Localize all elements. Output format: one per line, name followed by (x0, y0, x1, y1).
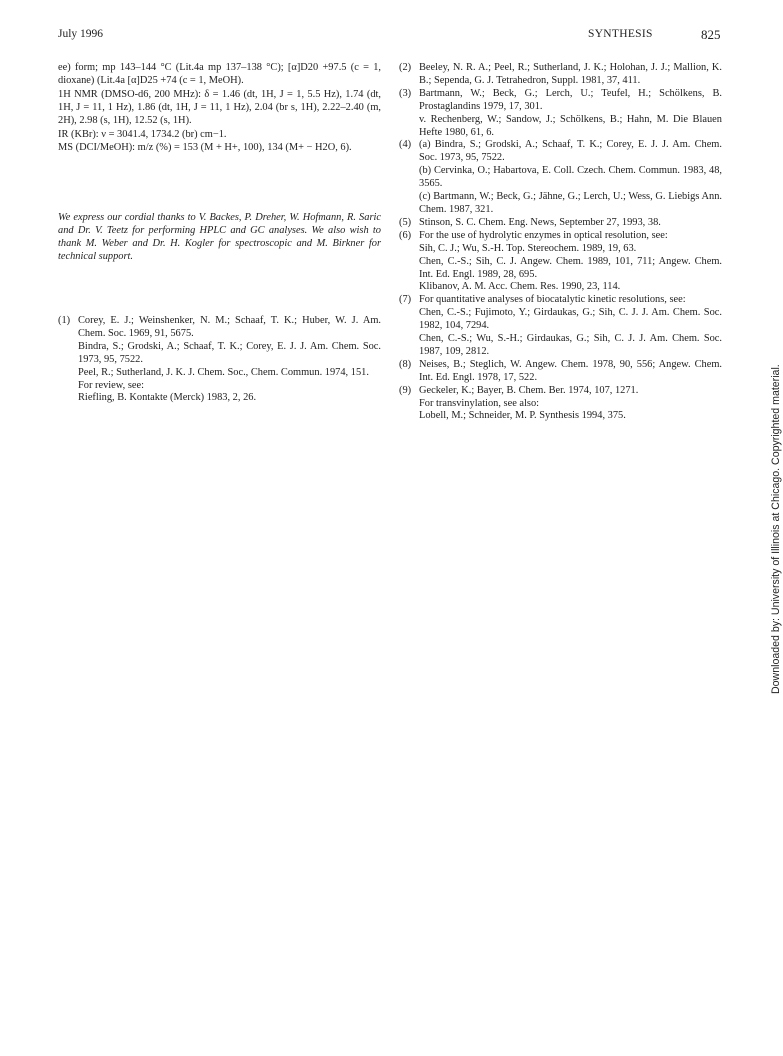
experimental-data-block (58, 62, 381, 156)
reference-text: (b) Cervinka, O.; Habartova, E. Coll. Czech. Chem. Commun. 1983, 48, 3565. (419, 165, 722, 190)
reference-text: Corey, E. J.; Weinshenker, N. M.; Schaaf, T. K.; Huber, W. J. Am. Chem. Soc. 1969, 91, 5675. (78, 315, 381, 339)
reference-text: For the use of hydrolytic enzymes in optical resolution, see: (419, 229, 668, 241)
reference-text: Bartmann, W.; Beck, G.; Lerch, U.; Teufel, H.; Schölkens, B. Prostaglandins 1979, 17, 301. (419, 87, 722, 112)
download-watermark: Downloaded by: University of Illinois at Chicago. Copyrighted material. (770, 364, 782, 694)
reference-number: (4) (399, 139, 412, 151)
reference-text: Bindra, S.; Grodski, A.; Schaaf, T. K.; Corey, E. J. J. Am. Chem. Soc. 1973, 95, 7522. (78, 340, 381, 365)
reference-text: Beeley, N. R. A.; Peel, R.; Sutherland, J. K.; Holohan, J. J.; Mallion, K. B.; Sependa, G. J. Tetrahedron, Suppl. 1981, 37, 411. (419, 62, 722, 86)
reference-text: Klibanov, A. M. Acc. Chem. Res. 1990, 23, 114. (419, 281, 621, 293)
reference-text: For quantitative analyses of biocatalytic kinetic resolutions, see: (419, 294, 686, 306)
reference-item (58, 315, 381, 341)
reference-number: (1) (58, 315, 71, 326)
reference-number: (9) (399, 384, 412, 396)
reference-item (399, 230, 722, 243)
reference-item (399, 385, 722, 398)
reference-text: Chen, C.-S.; Sih, C. J. Angew. Chem. 1989, 101, 711; Angew. Chem. Int. Ed. Engl. 1989, 28, 695. (419, 255, 722, 280)
reference-item (399, 217, 722, 230)
reference-text: Lobell, M.; Schneider, M. P. Synthesis 1994, 375. (419, 410, 626, 422)
reference-text: Riefling, B. Kontakte (Merck) 1983, 2, 26. (78, 392, 257, 404)
reference-number: (5) (399, 216, 412, 228)
reference-text: Chen, C.-S.; Fujimoto, Y.; Girdaukas, G.; Sih, C. J. J. Am. Chem. Soc. 1982, 104, 7294. (419, 307, 722, 332)
reference-text: Stinson, S. C. Chem. Eng. News, September 27, 1993, 38. (419, 216, 661, 228)
reference-number: (2) (399, 62, 412, 73)
reference-text: Peel, R.; Sutherland, J. K. J. Chem. Soc., Chem. Commun. 1974, 151. (78, 366, 369, 378)
references-right-column (399, 62, 722, 423)
reference-text: Chen, C.-S.; Wu, S.-H.; Girdaukas, G.; Sih, C. J. J. Am. Chem. Soc. 1987, 109, 2812. (419, 333, 722, 357)
reference-number: (3) (399, 87, 412, 99)
reference-text: For transvinylation, see also: (419, 397, 540, 409)
reference-text: Geckeler, K.; Bayer, B. Chem. Ber. 1974, 107, 1271. (419, 384, 639, 396)
reference-item (399, 139, 722, 165)
acknowledgement: We express our cordial thanks to V. Backes, P. Dreher, W. Hofmann, R. Saric and Dr. V. Teetz for performing HPLC and GC analyses. We also wish to thank M. Weber and Dr. H. Kogler for spectroscopic and M. Birkner for technical support. (58, 212, 381, 262)
reference-text: (c) Bartmann, W.; Beck, G.; Jähne, G.; Lerch, U.; Wess, G. Liebigs Ann. Chem. 1987, 321. (419, 191, 722, 215)
optical-rotation-line: ee) form; mp 143–144 °C (Lit.4a mp 137–138 °C); [α]D20 +97.5 (c = 1, dioxane) (Lit.4a [α]D25 +74 (c = 1, MeOH). (58, 62, 381, 86)
reference-text: (a) Bindra, S.; Grodski, A.; Schaaf, T. K.; Corey, E. J. J. Am. Chem. Soc. 1973, 95, 7522. (419, 139, 722, 164)
reference-text: Neises, B.; Steglich, W. Angew. Chem. 1978, 90, 556; Angew. Chem. Int. Ed. Engl. 1978, 17, 522. (419, 358, 722, 383)
reference-number: (7) (399, 294, 412, 306)
reference-text: Sih, C. J.; Wu, S.-H. Top. Stereochem. 1989, 19, 63. (419, 242, 637, 254)
reference-item (399, 359, 722, 385)
reference-item (399, 88, 722, 114)
ms-data: MS (DCI/MeOH): m/z (%) = 153 (M + H+, 100), 134 (M+ − H2O, 6). (58, 142, 352, 154)
nmr-data: 1H NMR (DMSO-d6, 200 MHz): δ = 1.46 (dt, 1H, J = 1, 5.5 Hz), 1.74 (dt, 1H, J = 11, 1 Hz), 1.86 (dt, 1H, J = 11, 1 Hz), 2.04 (br s, 1H), 2.22–2.40 (m, 2H), 2.98 (s, 1H), 12.52 (s, 1H). (58, 88, 381, 126)
ir-data: IR (KBr): ν = 3041.4, 1734.2 (br) cm−1. (58, 128, 227, 140)
running-header-journal: SYNTHESIS (588, 28, 653, 40)
reference-number: (6) (399, 229, 412, 241)
references-left-column (58, 315, 381, 405)
page-number: 825 (701, 27, 721, 42)
reference-item (399, 62, 722, 88)
running-header-date: July 1996 (58, 28, 104, 40)
reference-text: v. Rechenberg, W.; Sandow, J.; Schölkens, B.; Hahn, M. Die Blauen Hefte 1980, 61, 6. (419, 113, 722, 138)
reference-text: For review, see: (78, 379, 144, 391)
reference-item (399, 294, 722, 307)
reference-number: (8) (399, 358, 412, 370)
